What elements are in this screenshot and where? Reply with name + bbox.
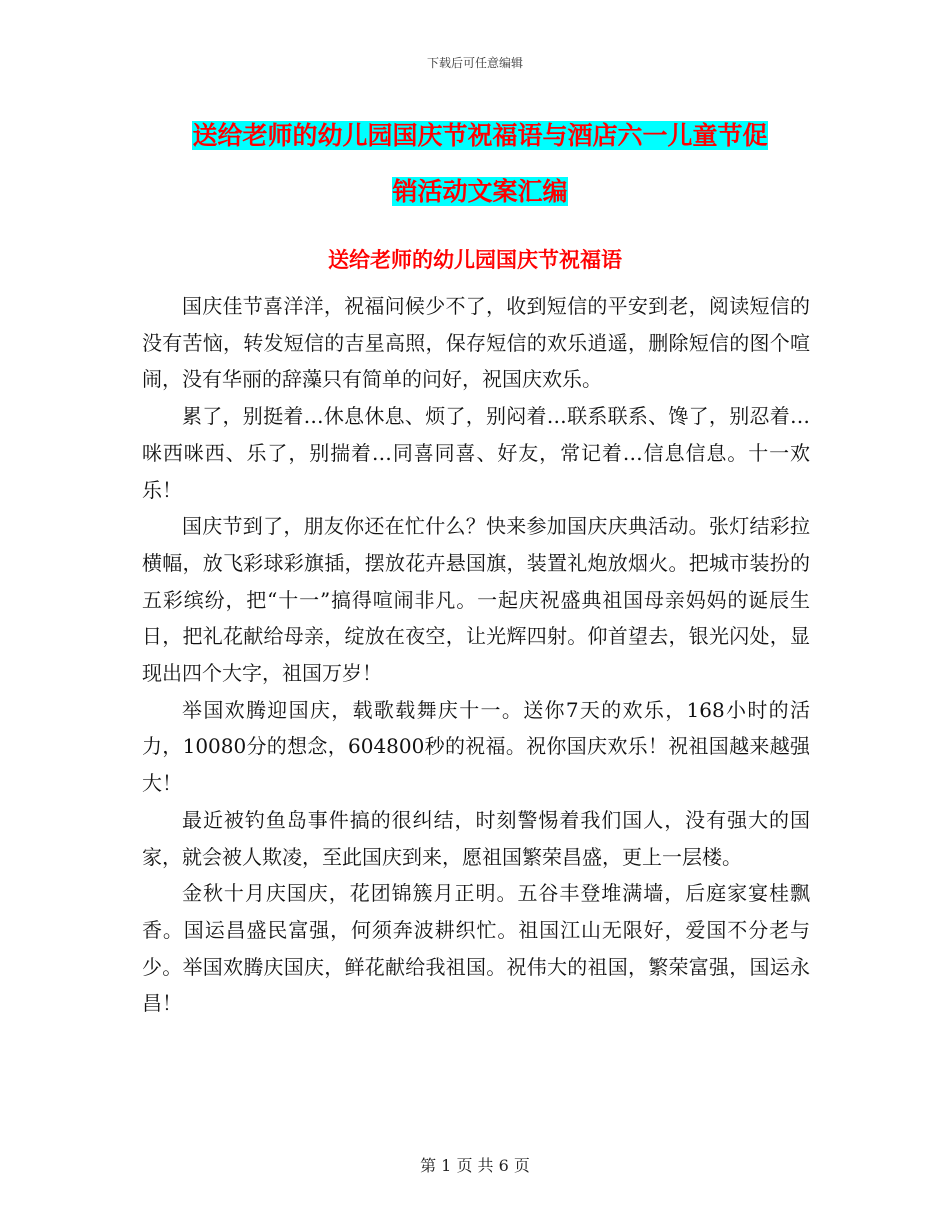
paragraph: 累了，别挺着…休息休息、烦了，别闷着…联系联系、馋了，别忍着…咪西咪西、乐了，别揣着…同喜同喜、好友，常记着…信息信息。十一欢乐！ bbox=[142, 404, 810, 502]
paragraph: 金秋十月庆国庆，花团锦簇月正明。五谷丰登堆满墙，后庭家宴桂飘香。国运昌盛民富强，何须奔波耕织忙。祖国江山无限好，爱国不分老与少。举国欢腾庆国庆，鲜花献给我祖国。祝伟大的祖国，繁荣富强，国运永昌！ bbox=[142, 881, 810, 1016]
document-title-line-1: 送给老师的幼儿园国庆节祝福语与酒店六一儿童节促 bbox=[192, 121, 768, 150]
page-number-footer: 第 1 页 共 6 页 bbox=[420, 1156, 530, 1175]
header-note: 下载后可任意编辑 bbox=[426, 56, 523, 70]
body-text bbox=[142, 288, 810, 1022]
section-title: 送给老师的幼儿园国庆节祝福语 bbox=[328, 247, 622, 272]
paragraph: 国庆佳节喜洋洋，祝福问候少不了，收到短信的平安到老，阅读短信的没有苦恼，转发短信的吉星高照，保存短信的欢乐逍遥，删除短信的图个喧闹，没有华丽的辞藻只有简单的问好，祝国庆欢乐。 bbox=[142, 294, 810, 392]
paragraph: 最近被钓鱼岛事件搞的很纠结，时刻警惕着我们国人，没有强大的国家，就会被人欺凌，至此国庆到来，愿祖国繁荣昌盛，更上一层楼。 bbox=[142, 807, 810, 869]
paragraph: 国庆节到了，朋友你还在忙什么？快来参加国庆庆典活动。张灯结彩拉横幅，放飞彩球彩旗插，摆放花卉悬国旗，装置礼炮放烟火。把城市装扮的五彩缤纷，把“十一”搞得喧闹非凡。一起庆祝盛典祖国母亲妈妈的诞辰生日，把礼花献给母亲，绽放在夜空，让光辉四射。仰首望去，银光闪处，显现出四个大字，祖国万岁！ bbox=[142, 514, 810, 686]
paragraph: 举国欢腾迎国庆，载歌载舞庆十一。送你7天的欢乐，168小时的活力，10080分的想念，604800秒的祝福。祝你国庆欢乐！祝祖国越来越强大！ bbox=[142, 697, 810, 796]
document-title bbox=[140, 108, 820, 220]
document-title-line-2: 销活动文案汇编 bbox=[392, 177, 568, 206]
